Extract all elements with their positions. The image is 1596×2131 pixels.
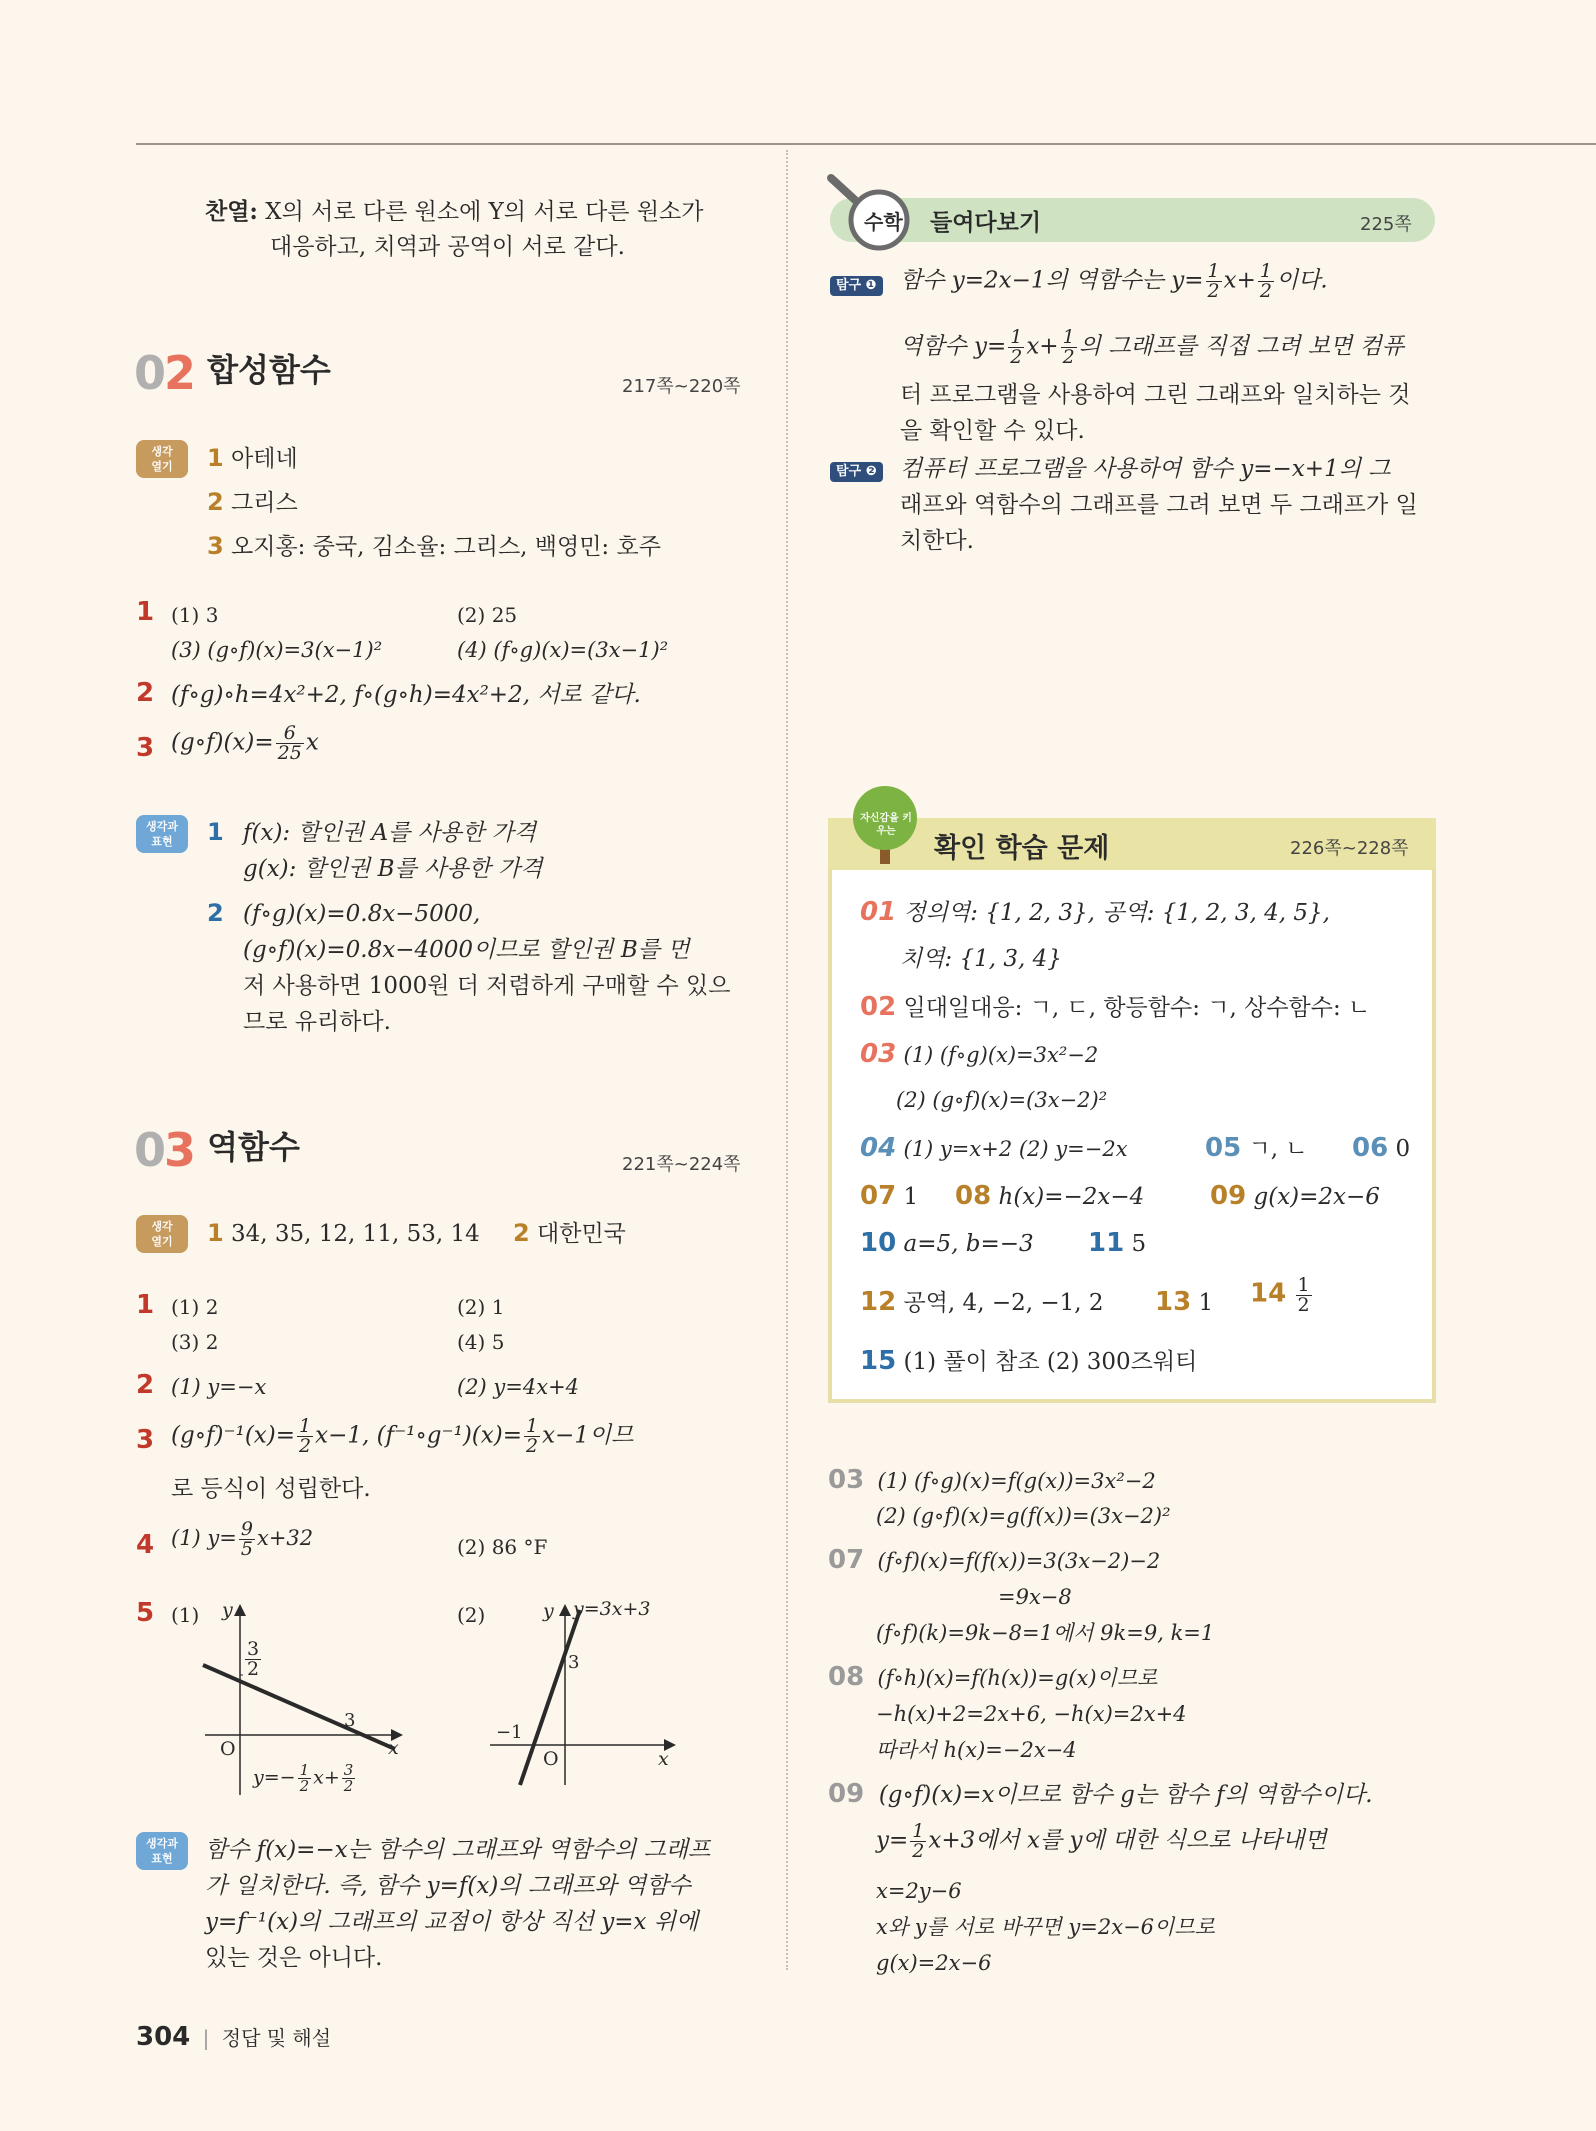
q3: (g∘f)(x)= $\frac{6}{25}$ x: [171, 722, 319, 764]
q1-b: (2) 1: [457, 1295, 505, 1319]
think-item-3: 3 오지홍: 중국, 김소율: 그리스, 백영민: 호주: [207, 532, 661, 560]
footer-label: 정답 및 해설: [221, 2026, 332, 2050]
section-number: 02: [134, 346, 195, 400]
review-05: 05 ㄱ, ㄴ: [1205, 1133, 1308, 1163]
problem-number: 1: [136, 1290, 155, 1320]
review-04: 04 (1) y=x+2 (2) y=−2x: [860, 1133, 1128, 1163]
graph-1-y-intercept: $\frac{3}{2}$: [247, 1638, 260, 1680]
problem-number: 3: [136, 1425, 155, 1455]
section-title: 역함수: [207, 1128, 300, 1166]
exp1-b: g(x): 할인권 B를 사용한 가격: [243, 856, 543, 882]
q1-b: (2) 25: [457, 603, 518, 627]
graph-2-y-intercept: 3: [568, 1652, 580, 1673]
review-03: 03 (1) (f∘g)(x)=3x²−2: [860, 1039, 1099, 1069]
q1-c: (3) (g∘f)(x)=3(x−1)²: [171, 638, 383, 662]
section-03-heading: [134, 1122, 300, 1177]
q1-a: (1) 2: [171, 1295, 219, 1319]
solution-09-d: x=2y−6: [876, 1879, 962, 1903]
solution-07-b: =9x−8: [998, 1585, 1072, 1609]
review-06: 06 0: [1352, 1133, 1411, 1163]
explore-tag-2: 탐구 ❷: [830, 460, 883, 482]
explore-1-line-3: 터 프로그램을 사용하여 그린 그래프와 일치하는 것: [900, 382, 1411, 408]
section-title: 합성함수: [207, 351, 331, 389]
q1-d: (4) 5: [457, 1330, 505, 1354]
intro-answer-cont: 대응하고, 치역과 공역이 서로 같다.: [270, 234, 625, 260]
think-badge: 생각 열기: [136, 1215, 188, 1253]
q1-a: (1) 3: [171, 603, 219, 627]
sec03-exp-d: 있는 것은 아니다.: [205, 1945, 383, 1971]
review-pages: 226쪽~228쪽: [1290, 838, 1409, 859]
graph-2-x-intercept: −1: [496, 1722, 523, 1743]
express-badge: 생각과 표현: [136, 1832, 188, 1870]
review-11: 11 5: [1088, 1228, 1147, 1258]
exp2-c: 저 사용하면 1000원 더 저렴하게 구매할 수 있으: [243, 973, 731, 999]
section-number: 03: [134, 1123, 195, 1177]
line-graph: [203, 1665, 395, 1749]
solution-09: 09 (g∘f)(x)=x이므로 함수 g는 함수 f의 역함수이다.: [828, 1779, 1373, 1809]
solution-07-c: (f∘f)(k)=9k−8=1에서 9k=9, k=1: [876, 1621, 1215, 1645]
solution-07: 07 (f∘f)(x)=f(f(x))=3(3x−2)−2: [828, 1545, 1161, 1575]
exp2-a: (f∘g)(x)=0.8x−5000,: [243, 901, 481, 927]
explore-pages: 225쪽: [1360, 214, 1412, 235]
explore-tag-1: 탐구 ❶: [830, 274, 883, 296]
q4-b: (2) 86 °F: [457, 1535, 548, 1559]
express-badge: 생각과 표현: [136, 815, 188, 853]
review-14: 14 $\frac{1}{2}$: [1250, 1274, 1310, 1316]
review-03-cont: (2) (g∘f)(x)=(3x−2)²: [896, 1088, 1108, 1112]
q5-label-2: (2): [457, 1603, 486, 1627]
review-01-cont: 치역: {1, 3, 4}: [900, 946, 1062, 972]
solution-08: 08 (f∘h)(x)=f(h(x))=g(x)이므로: [828, 1662, 1158, 1692]
problem-number: 5: [136, 1598, 155, 1628]
graph-2: [485, 1595, 685, 1795]
think-item-1: 1 34, 35, 12, 11, 53, 14: [207, 1219, 480, 1247]
review-title: 확인 학습 문제: [934, 833, 1110, 864]
q5-label-1: (1): [171, 1603, 200, 1627]
review-01: 01 정의역: {1, 2, 3}, 공역: {1, 2, 3, 4, 5},: [860, 897, 1330, 927]
problem-number: 1: [136, 597, 155, 627]
review-09: 09 g(x)=2x−6: [1210, 1181, 1380, 1211]
solution-08-c: 따라서 h(x)=−2x−4: [876, 1738, 1077, 1762]
review-10: 10 a=5, b=−3: [860, 1228, 1034, 1258]
section-pages: 217쪽~220쪽: [622, 376, 741, 397]
think-badge: 생각 열기: [136, 440, 188, 478]
review-07: 07 1: [860, 1181, 919, 1211]
review-12: 12 공역, 4, −2, −1, 2: [860, 1287, 1104, 1317]
q4-a: (1) y= $\frac{9}{5}$ x+32: [171, 1518, 314, 1560]
review-badge: 자신감을 키우는: [860, 813, 912, 837]
intro-answer: 찬열: X의 서로 다른 원소에 Y의 서로 다른 원소가: [205, 198, 704, 225]
section-02-heading: [134, 345, 331, 400]
explore-2-line-2: 래프와 역함수의 그래프를 그려 보면 두 그래프가 일: [900, 492, 1418, 518]
graph-1-origin: O: [220, 1738, 236, 1760]
problem-number: 2: [207, 899, 224, 927]
graph-2-equation: y=3x+3: [573, 1598, 651, 1620]
explore-title: 들여다보기: [930, 210, 1042, 236]
column-divider: [786, 150, 788, 1970]
q1-c: (3) 2: [171, 1330, 219, 1354]
graph-2-y-label: y: [543, 1600, 554, 1622]
page-number: 304: [136, 2022, 191, 2052]
review-08: 08 h(x)=−2x−4: [955, 1181, 1145, 1211]
think-item-1: 1 아테네: [207, 444, 298, 472]
explore-1-line-2: 역함수 y= $\frac{1}{2}$ x+ $\frac{1}{2}$ 의 그래프를 직접 그려 보면 컴퓨: [900, 326, 1405, 368]
graph-1-x-intercept: 3: [344, 1710, 356, 1731]
problem-number: 1: [207, 818, 224, 846]
exp2-d: 므로 유리하다.: [243, 1009, 391, 1035]
q2: (f∘g)∘h=4x²+2, f∘(g∘h)=4x²+2, 서로 같다.: [171, 682, 641, 708]
q2-a: (1) y=−x: [171, 1375, 267, 1399]
explore-1-line-1: 함수 y=2x−1의 역함수는 y= $\frac{1}{2}$ x+ $\frac{1}{2}$ 이다.: [900, 260, 1328, 302]
q2-b: (2) y=4x+4: [457, 1375, 580, 1399]
graph-2-x-label: x: [658, 1748, 669, 1770]
think-item-2: 2 그리스: [207, 488, 298, 516]
page-footer: 304 | 정답 및 해설: [136, 2022, 332, 2052]
review-02: 02 일대일대응: ㄱ, ㄷ, 항등함수: ㄱ, 상수함수: ㄴ: [860, 992, 1371, 1022]
graph-1-y-label: y: [222, 1599, 233, 1621]
solution-09-f: g(x)=2x−6: [876, 1951, 992, 1975]
problem-number: 4: [136, 1530, 155, 1560]
solution-08-b: −h(x)+2=2x+6, −h(x)=2x+4: [876, 1702, 1187, 1726]
explore-2-line-3: 치한다.: [900, 528, 974, 554]
solution-09-b: y= $\frac{1}{2}$ x+3에서 x를 y에 대한 식으로 나타내면: [876, 1820, 1327, 1862]
graph-2-origin: O: [543, 1748, 559, 1770]
q1-d: (4) (f∘g)(x)=(3x−1)²: [457, 638, 669, 662]
graph-1-equation: y=− $\frac{1}{2}$ x+ $\frac{3}{2}$: [253, 1761, 354, 1795]
q3-cont: 로 등식이 성립한다.: [171, 1476, 371, 1502]
review-15: 15 (1) 풀이 참조 (2) 300즈워티: [860, 1346, 1198, 1376]
problem-number: 2: [136, 1370, 155, 1400]
explore-2-line-1: 컴퓨터 프로그램을 사용하여 함수 y=−x+1의 그: [900, 456, 1391, 482]
problem-number: 2: [136, 678, 155, 708]
explore-badge: 수학: [864, 210, 903, 234]
q3: (g∘f)⁻¹(x)= $\frac{1}{2}$ x−1, (f⁻¹∘g⁻¹)(x)= $\frac{1}{2}$ x−1이므: [171, 1415, 634, 1457]
graph-1-x-label: x: [388, 1737, 399, 1759]
solution-03-cont: (2) (g∘f)(x)=g(f(x))=(3x−2)²: [876, 1504, 1171, 1528]
solution-09-e: x와 y를 서로 바꾸면 y=2x−6이므로: [876, 1915, 1215, 1939]
think-item-2: 2 대한민국: [513, 1219, 626, 1247]
exp2-b: (g∘f)(x)=0.8x−4000이므로 할인권 B를 먼: [243, 937, 690, 963]
problem-number: 3: [136, 733, 155, 763]
solution-03: 03 (1) (f∘g)(x)=f(g(x))=3x²−2: [828, 1465, 1156, 1495]
review-13: 13 1: [1155, 1287, 1214, 1317]
sec03-exp-b: 가 일치한다. 즉, 함수 y=f(x)의 그래프와 역함수: [205, 1873, 691, 1899]
section-pages: 221쪽~224쪽: [622, 1154, 741, 1175]
sec03-exp-c: y=f⁻¹(x)의 그래프의 교점이 항상 직선 y=x 위에: [205, 1909, 699, 1935]
explore-1-line-4: 을 확인할 수 있다.: [900, 418, 1085, 444]
top-rule: [136, 143, 1596, 145]
exp1-a: f(x): 할인권 A를 사용한 가격: [243, 820, 536, 846]
sec03-exp-a: 함수 f(x)=−x는 함수의 그래프와 역함수의 그래프: [205, 1837, 711, 1863]
